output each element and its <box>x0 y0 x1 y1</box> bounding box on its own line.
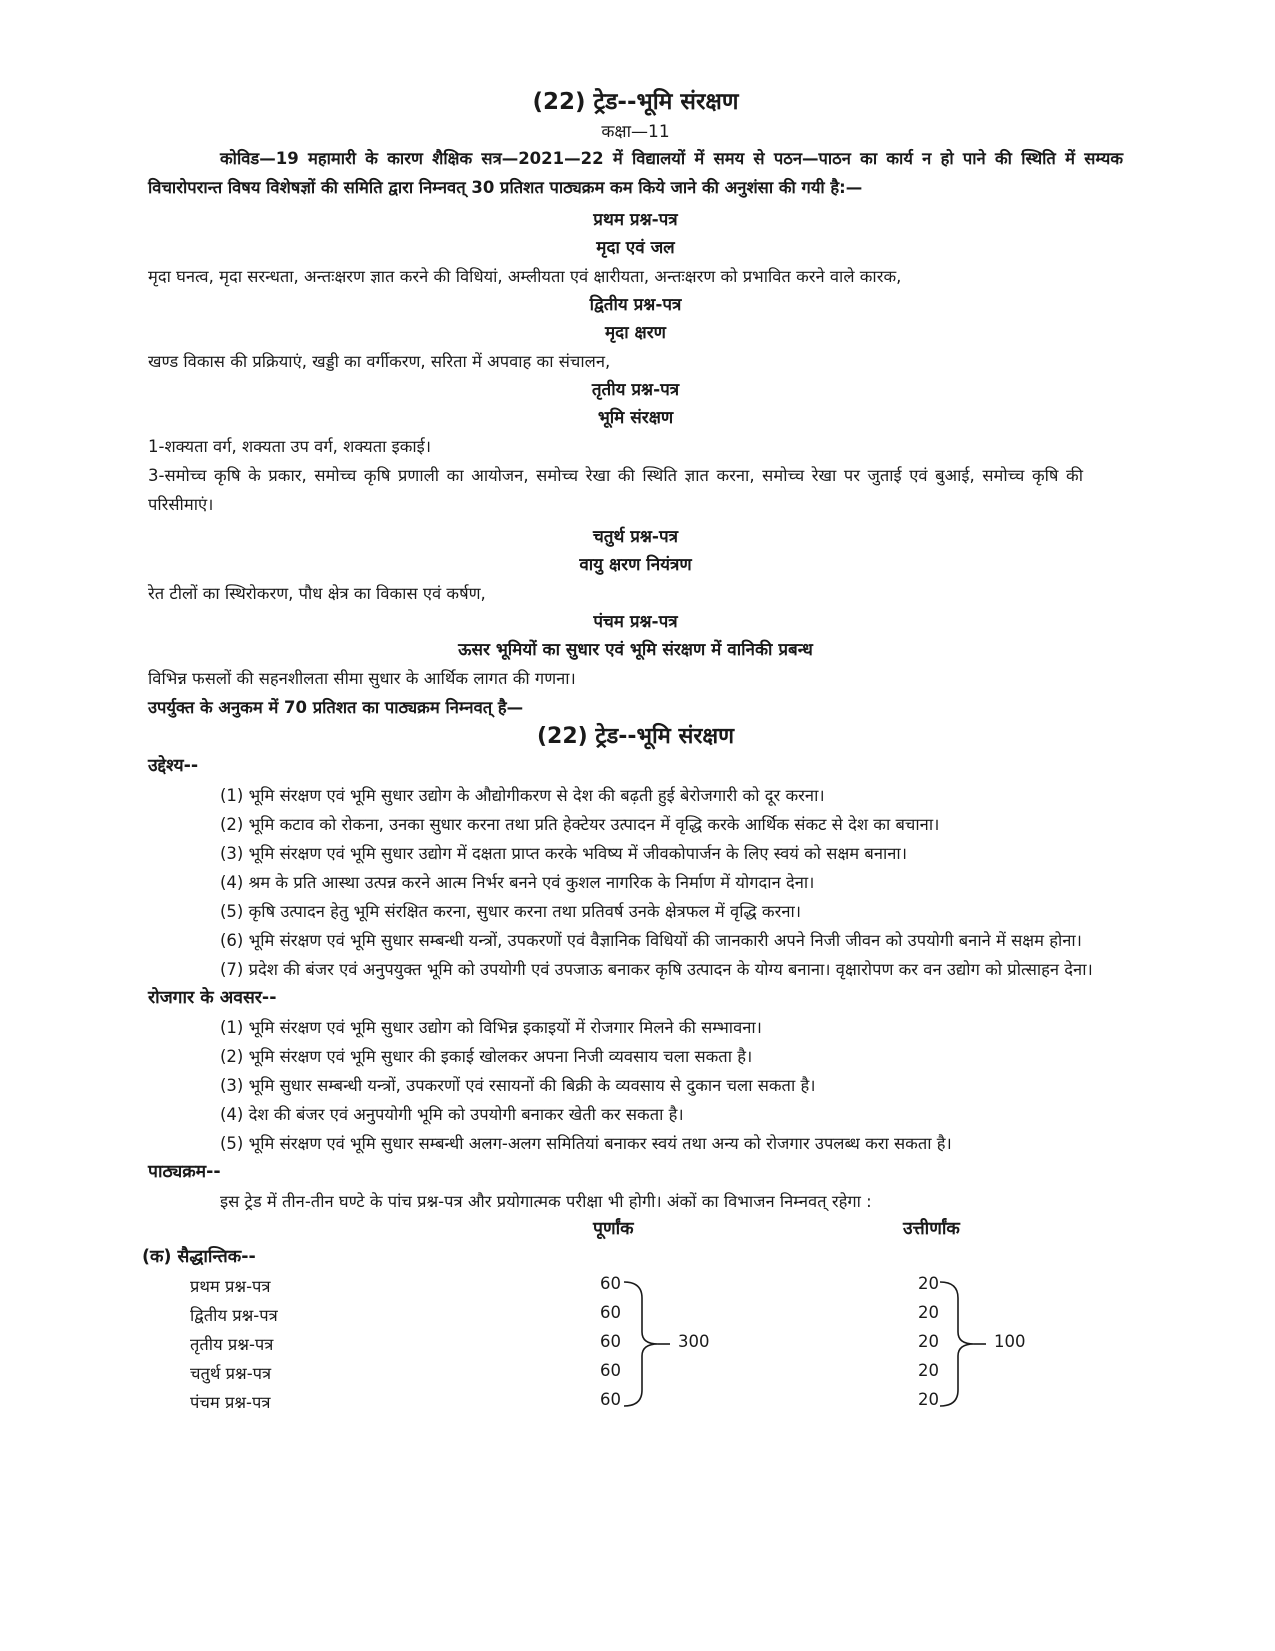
paper-heading: पंचम प्रश्न-पत्र <box>593 612 678 632</box>
employment-heading: रोजगार के अवसर-- <box>148 988 277 1008</box>
marks-row-paper: तृतीय प्रश्न-पत्र <box>190 1335 274 1354</box>
paper-content: विभिन्न फसलों की सहनशीलता सीमा सुधार के आर्थिक लागत की गणना। <box>148 669 576 688</box>
marks-row-paper: चतुर्थ प्रश्न-पत्र <box>190 1364 272 1383</box>
syllabus-heading: पाठ्यक्रम-- <box>148 1162 221 1182</box>
paper-subject: मृदा क्षरण <box>605 323 666 343</box>
pass-marks-brace <box>938 1278 988 1410</box>
objective-item: (6) भूमि संरक्षण एवं भूमि सुधार सम्बन्धी यन्त्रों, उपकरणों एवं वैज्ञानिक विधियों की जानकारी अपने निजी जीवन को उपयोगी बनाने में सक्षम होना। <box>220 931 1082 950</box>
objective-item: (3) भूमि संरक्षण एवं भूमि सुधार उद्योग में दक्षता प्राप्त करके भविष्य में जीवकोपार्जन के लिए स्वयं को सक्षम बनाना। <box>220 844 907 863</box>
objective-item: (4) श्रम के प्रति आस्था उत्पन्न करने आत्म निर्भर बनने एवं कुशल नागरिक के निर्माण में योगदान देना। <box>220 873 815 892</box>
objective-item: (7) प्रदेश की बंजर एवं अनुपयुक्त भूमि को उपयोगी एवं उपजाऊ बनाकर कृषि उत्पादन के योग्य बनाना। वृक्षारोपण कर वन उद्योग को प्रोत्साहन देना। <box>220 960 1093 979</box>
paper-heading: चतुर्थ प्रश्न-पत्र <box>592 527 679 547</box>
marks-row-full: 60 <box>600 1274 621 1293</box>
marks-row-paper: पंचम प्रश्न-पत्र <box>190 1393 271 1412</box>
objectives-heading: उद्देश्य-- <box>148 756 199 776</box>
marks-row-pass: 20 <box>918 1390 939 1409</box>
marks-row-paper: द्वितीय प्रश्न-पत्र <box>190 1306 278 1325</box>
marks-row-pass: 20 <box>918 1274 939 1293</box>
paper-content: 1-शक्यता वर्ग, शक्यता उप वर्ग, शक्यता इकाई। <box>148 437 432 456</box>
objective-item: (2) भूमि कटाव को रोकना, उनका सुधार करना तथा प्रति हेक्टेयर उत्पादन में वृद्धि करके आर्थिक संकट से देश का बचाना। <box>220 815 940 834</box>
employment-item: (4) देश की बंजर एवं अनुपयोगी भूमि को उपयोगी बनाकर खेती कर सकता है। <box>220 1105 684 1124</box>
paper-subject: भूमि संरक्षण <box>597 408 674 428</box>
objective-item: (1) भूमि संरक्षण एवं भूमि सुधार उद्योग के औद्योगीकरण से देश की बढ़ती हुई बेरोजगारी को दूर करना। <box>220 786 825 805</box>
full-marks-total: 300 <box>678 1332 710 1351</box>
document-title: (22) ट्रेड--भूमि संरक्षण <box>532 89 739 115</box>
paper-content: मृदा घनत्व, मृदा सरन्धता, अन्तःक्षरण ज्ञात करने की विधियां, अम्लीयता एवं क्षारीयता, अन्तःक्षरण को प्रभावित करने वाले कारक, <box>148 267 902 286</box>
marks-row-full: 60 <box>600 1390 621 1409</box>
employment-item: (2) भूमि संरक्षण एवं भूमि सुधार की इकाई खोलकर अपना निजी व्यवसाय चला सकता है। <box>220 1047 753 1066</box>
paper-heading: प्रथम प्रश्न-पत्र <box>593 210 678 230</box>
marks-distribution <box>142 1216 1123 1456</box>
objective-item: (5) कृषि उत्पादन हेतु भूमि संरक्षित करना, सुधार करना तथा प्रतिवर्ष उनके क्षेत्रफल में वृद्धि करना। <box>220 902 802 921</box>
syllabus-intro: इस ट्रेड में तीन-तीन घण्टे के पांच प्रश्न-पत्र और प्रयोगात्मक परीक्षा भी होगी। अंकों का विभाजन निम्नवत् रहेगा : <box>220 1192 872 1211</box>
marks-row-full: 60 <box>600 1361 621 1380</box>
marks-row-pass: 20 <box>918 1303 939 1322</box>
document-body <box>142 84 1123 1456</box>
paper-subject: मृदा एवं जल <box>596 238 675 258</box>
pass-marks-header: उत्तीर्णांक <box>903 1219 960 1239</box>
paper-subject: ऊसर भूमियों का सुधार एवं भूमि संरक्षण में वानिकी प्रबन्ध <box>458 640 813 660</box>
paper-content: रेत टीलों का स्थिरोकरण, पौध क्षेत्र का विकास एवं कर्षण, <box>148 584 486 603</box>
employment-item: (1) भूमि संरक्षण एवं भूमि सुधार उद्योग को विभिन्न इकाइयों में रोजगार मिलने की सम्भावना। <box>220 1018 762 1037</box>
employment-item: (3) भूमि सुधार सम्बन्धी यन्त्रों, उपकरणों एवं रसायनों की बिक्री के व्यवसाय से दुकान चला सकता है। <box>220 1076 816 1095</box>
marks-row-pass: 20 <box>918 1361 939 1380</box>
paper-heading: तृतीय प्रश्न-पत्र <box>591 380 680 400</box>
marks-row-full: 60 <box>600 1332 621 1351</box>
class-label: कक्षा—11 <box>601 122 670 142</box>
employment-item: (5) भूमि संरक्षण एवं भूमि सुधार सम्बन्धी अलग-अलग समितियां बनाकर स्वयं तथा अन्य को रोजगार उपलब्ध करा सकता है। <box>220 1134 952 1153</box>
marks-row-full: 60 <box>600 1303 621 1322</box>
marks-row-paper: प्रथम प्रश्न-पत्र <box>190 1277 271 1296</box>
full-marks-header: पूर्णांक <box>593 1219 634 1239</box>
pass-marks-total: 100 <box>994 1332 1026 1351</box>
paper-content: खण्ड विकास की प्रक्रियाएं, खड्डी का वर्गीकरण, सरिता में अपवाह का संचालन, <box>148 352 611 371</box>
remaining-note: उपर्युक्त के अनुकम में 70 प्रतिशत का पाठ्यक्रम निम्नवत् है— <box>148 698 524 717</box>
marks-row-pass: 20 <box>918 1332 939 1351</box>
intro-paragraph: कोविड—19 महामारी के कारण शैक्षिक सत्र—2021—22 में विद्यालयों में समय से पठन—पाठन का कार्य न हो पाने की स्थिति में सम्यक विचारोपरान्त विषय विशेषज्ञों की समिति द्वारा निम्नवत् 30 प्रतिशत पाठ्यक्रम कम किये जाने की अनुशंसा की गयी है:— <box>148 149 1123 197</box>
theory-section-label: (क) सैद्धान्तिक-- <box>142 1247 256 1267</box>
paper-heading: द्वितीय प्रश्न-पत्र <box>589 295 682 315</box>
section-title: (22) ट्रेड--भूमि संरक्षण <box>536 724 735 749</box>
full-marks-brace <box>622 1278 672 1410</box>
paper-content: 3-समोच्च कृषि के प्रकार, समोच्च कृषि प्रणाली का आयोजन, समोच्च रेखा की स्थिति ज्ञात करना, समोच्च रेखा पर जुताई एवं बुआई, समोच्च कृषि की परिसीमाएं। <box>148 466 1083 514</box>
paper-subject: वायु क्षरण नियंत्रण <box>579 555 692 575</box>
